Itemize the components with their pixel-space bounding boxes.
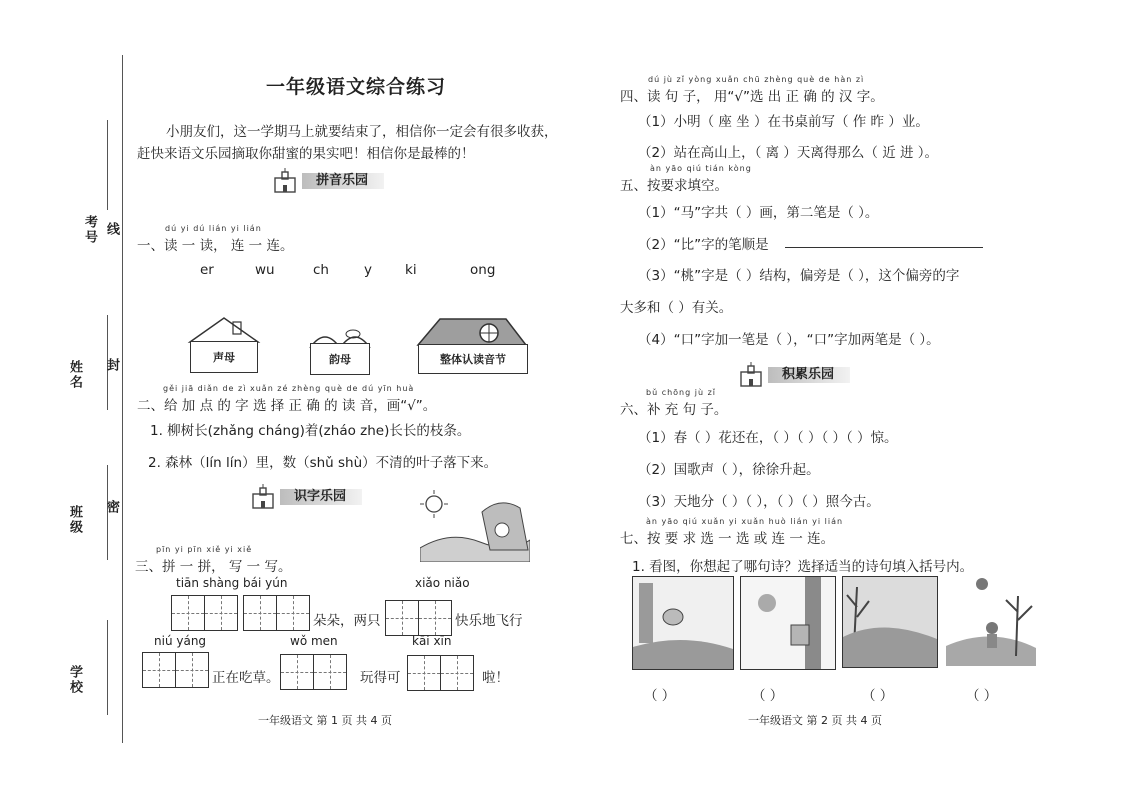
writing-grid-3[interactable] bbox=[386, 600, 452, 636]
q7-sub: 1. 看图，你想起了哪句诗？选择适当的诗句填入括号内。 bbox=[632, 559, 974, 575]
syllable-2: wu bbox=[255, 262, 275, 278]
intro-line-1: 小朋友们，这一学期马上就要结束了，相信你一定会有很多收获， bbox=[166, 124, 558, 140]
castle-icon bbox=[738, 362, 764, 388]
syllable-4: y bbox=[364, 262, 372, 278]
word-2-pinyin: xiǎo niǎo bbox=[415, 576, 470, 590]
binding-blank-4 bbox=[107, 620, 108, 715]
q5-item-1: （1）“马”字共（ ）画，第二笔是（ ）。 bbox=[638, 205, 879, 221]
section-pinyin bbox=[272, 168, 384, 194]
section-label: 识字乐园 bbox=[280, 489, 362, 505]
q3-pinyin: pīn yi pīn xiě yi xiě bbox=[156, 545, 253, 554]
line-1-mid: 朵朵，两只 bbox=[313, 613, 381, 629]
label-xingming: 姓名 bbox=[67, 360, 82, 390]
poem-picture-1 bbox=[632, 576, 734, 670]
q5-item-2: （2）“比”字的笔顺是 bbox=[638, 237, 769, 253]
castle-icon bbox=[250, 484, 276, 510]
q2-item-1: 1. 柳树长(zhǎng cháng)着(zháo zhe)长长的枝条。 bbox=[150, 423, 471, 439]
q4-title: 四、读 句 子， 用“√”选 出 正 确 的 汉 字。 bbox=[620, 89, 884, 105]
poem-picture-3-art bbox=[843, 577, 937, 667]
writing-grid-1[interactable] bbox=[172, 595, 238, 631]
q4-pinyin: dú jù zǐ yòng xuǎn chū zhèng què de hàn zì bbox=[648, 75, 865, 84]
poem-picture-2 bbox=[740, 576, 836, 670]
q4-item-1: （1）小明（ 座 坐 ）在书桌前写（ 作 昨 ）业。 bbox=[638, 114, 929, 130]
poem-picture-1-art bbox=[633, 577, 733, 669]
q4-item-2: （2）站在高山上，（ 离 ）天离得那么（ 近 进 ）。 bbox=[638, 145, 939, 161]
poem-picture-4 bbox=[946, 576, 1036, 666]
q5-item-3b: 大多和（ ）有关。 bbox=[620, 300, 733, 316]
q6-title: 六、补 充 句 子。 bbox=[620, 402, 728, 418]
line-2-mid: 正在吃草。 bbox=[212, 670, 280, 686]
word-5-pinyin: kāi xīn bbox=[412, 634, 452, 648]
q5-item-3: （3）“桃”字是（ ）结构，偏旁是（ ），这个偏旁的字 bbox=[638, 268, 960, 284]
q5-pinyin: àn yāo qiú tián kòng bbox=[650, 164, 752, 173]
q6-item-1: （1）春（ ）花还在，（ ）（ ）（ ）（ ）惊。 bbox=[638, 430, 898, 446]
q2-item-2: 2. 森林（lín lín）里，数（shǔ shù）不清的叶子落下来。 bbox=[148, 455, 498, 471]
poem-picture-4-art bbox=[946, 576, 1036, 666]
syllable-1: er bbox=[200, 262, 214, 278]
house-zhengti: 整体认读音节 bbox=[418, 344, 528, 374]
landscape-illustration bbox=[420, 490, 530, 562]
label-feng: 封 bbox=[104, 358, 119, 373]
writing-grid-5[interactable] bbox=[281, 654, 347, 690]
binding-line bbox=[122, 55, 123, 743]
answer-paren-3[interactable]: （ ） bbox=[862, 688, 894, 704]
line-2-end: 啦！ bbox=[482, 670, 509, 686]
poem-picture-2-art bbox=[741, 577, 835, 669]
answer-paren-1[interactable]: （ ） bbox=[644, 688, 676, 704]
q7-title: 七、按 要 求 选 一 选 或 连 一 连。 bbox=[620, 531, 835, 547]
label-mi: 密 bbox=[104, 500, 119, 515]
stroke-order-blank[interactable] bbox=[785, 247, 983, 248]
writing-grid-2[interactable] bbox=[244, 595, 310, 631]
word-3-pinyin: niú yáng bbox=[154, 634, 207, 648]
q6-pinyin: bǔ chōng jù zǐ bbox=[646, 388, 717, 397]
syllable-5: ki bbox=[405, 262, 417, 278]
house-yunmu: 韵母 bbox=[310, 343, 370, 375]
label-banji: 班级 bbox=[67, 505, 82, 535]
section-jilei bbox=[738, 362, 850, 388]
q1-title: 一、读 一 读， 连 一 连。 bbox=[137, 238, 294, 254]
binding-blank-1 bbox=[107, 120, 108, 210]
q7-pinyin: àn yāo qiú xuǎn yi xuǎn huò lián yi lián bbox=[646, 517, 844, 526]
footer-right: 一年级语文 第 2 页 共 4 页 bbox=[748, 714, 882, 727]
footer-left: 一年级语文 第 1 页 共 4 页 bbox=[258, 714, 392, 727]
q2-title: 二、给 加 点 的 字 选 择 正 确 的 读 音，画“√”。 bbox=[137, 398, 437, 414]
q6-item-2: （2）国歌声（ ），徐徐升起。 bbox=[638, 462, 820, 478]
word-4-pinyin: wǒ men bbox=[290, 634, 338, 648]
poem-picture-3 bbox=[842, 576, 938, 668]
q5-title: 五、按要求填空。 bbox=[620, 178, 728, 194]
q5-item-4: （4）“口”字加一笔是（ ），“口”字加两笔是（ ）。 bbox=[638, 332, 940, 348]
page-title: 一年级语文综合练习 bbox=[266, 76, 447, 98]
label-xian: 线 bbox=[104, 222, 119, 237]
section-shizi bbox=[250, 484, 362, 510]
syllable-6: ong bbox=[470, 262, 496, 278]
q2-pinyin: gěi jiā diǎn de zì xuǎn zé zhèng què de dú yīn huà bbox=[163, 384, 415, 393]
q6-item-3: （3）天地分（ ）（ ），（ ）（ ）照今古。 bbox=[638, 494, 880, 510]
castle-icon bbox=[272, 168, 298, 194]
syllable-3: ch bbox=[313, 262, 329, 278]
section-label: 拼音乐园 bbox=[302, 173, 384, 189]
q1-pinyin: dú yi dú lián yi lián bbox=[165, 224, 262, 233]
word-1-pinyin: tiān shàng bái yún bbox=[176, 576, 288, 590]
q3-title: 三、拼 一 拼， 写 一 写。 bbox=[135, 559, 292, 575]
line-2-mid2: 玩得可 bbox=[360, 670, 401, 686]
label-kaohao: 考号 bbox=[82, 215, 97, 245]
line-1-end: 快乐地飞行 bbox=[455, 613, 523, 629]
label-xuexiao: 学校 bbox=[67, 665, 82, 695]
section-label: 积累乐园 bbox=[768, 367, 850, 383]
house-roof-3 bbox=[414, 315, 530, 347]
intro-line-2: 赶快来语文乐园摘取你甜蜜的果实吧！相信你是最棒的！ bbox=[137, 146, 475, 162]
writing-grid-6[interactable] bbox=[408, 655, 474, 691]
writing-grid-4[interactable] bbox=[143, 652, 209, 688]
answer-paren-4[interactable]: （ ） bbox=[966, 688, 998, 704]
house-shengmu: 声母 bbox=[190, 341, 258, 373]
answer-paren-2[interactable]: （ ） bbox=[752, 688, 784, 704]
